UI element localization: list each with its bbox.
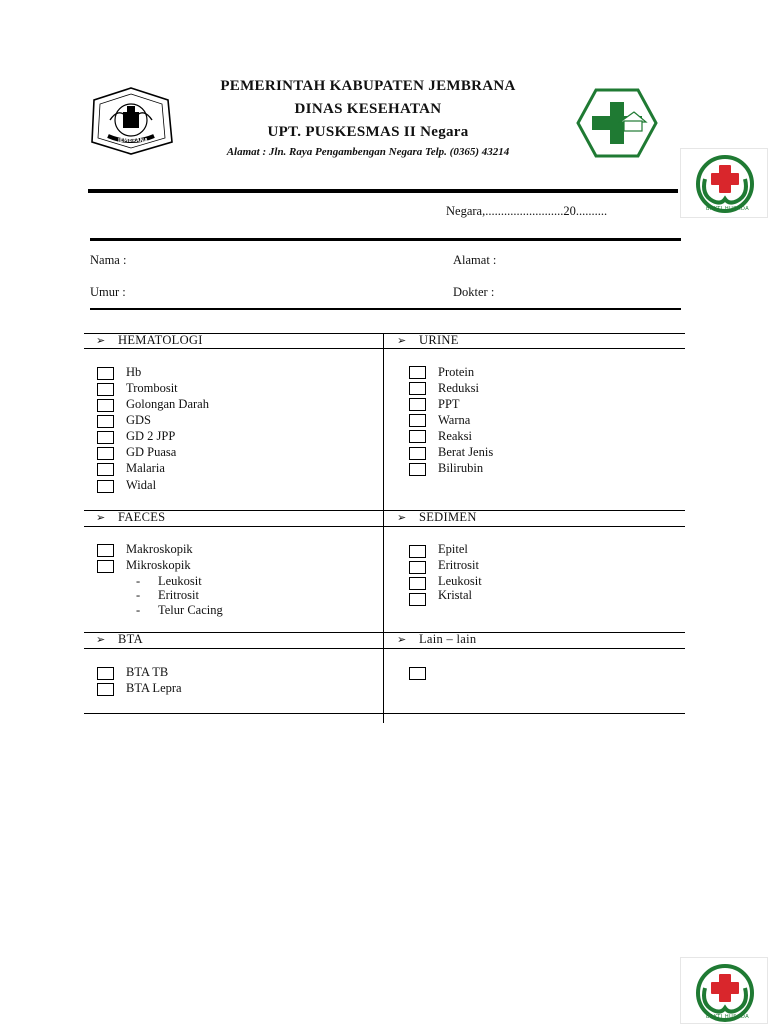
nama-field[interactable]: Nama : [90, 253, 127, 267]
section-title: BTA [118, 632, 143, 646]
item-eritrosit: Eritrosit [438, 558, 479, 572]
item-gd-puasa: GD Puasa [126, 445, 177, 459]
item-reaksi: Reaksi [438, 429, 473, 443]
checkbox-golongan-darah[interactable] [97, 399, 114, 412]
item-leukosit: Leukosit [438, 574, 482, 588]
arrow-icon: ➢ [96, 634, 106, 646]
bakti-husada-text-bottom: BAKTI HUSADA [706, 1014, 750, 1020]
item-gds: GDS [126, 413, 152, 427]
header-address-line: Alamat : Jln. Raya Pengambengan Negara Telp. (0365) 43214 [226, 146, 510, 158]
checkbox-makroskopik[interactable] [97, 544, 114, 557]
checkbox-widal[interactable] [97, 480, 114, 493]
checkbox-warna[interactable] [409, 414, 426, 427]
item-kristal: Kristal [438, 588, 473, 602]
section-title: FAECES [118, 510, 166, 524]
checkbox-trombosit[interactable] [97, 383, 114, 396]
table-line [84, 510, 685, 511]
sub-item-leukosit: - Leukosit [136, 574, 202, 588]
item-trombosit: Trombosit [126, 381, 178, 395]
checkbox-berat-jenis[interactable] [409, 447, 426, 460]
table-line [84, 632, 685, 633]
sub-item-label: Telur Cacing [158, 603, 223, 617]
checkbox-malaria[interactable] [97, 463, 114, 476]
checkbox-bta-tb[interactable] [97, 667, 114, 680]
item-berat-jenis: Berat Jenis [438, 445, 494, 459]
checkbox-bta-lepra[interactable] [97, 683, 114, 696]
arrow-icon: ➢ [397, 512, 407, 524]
item-malaria: Malaria [126, 461, 165, 475]
checkbox-mikroskopik[interactable] [97, 560, 114, 573]
table-line [84, 648, 685, 649]
bakti-husada-text: BAKTI HUSADA [706, 206, 750, 212]
header-department-line: DINAS KESEHATAN [294, 101, 442, 117]
checkbox-leukosit[interactable] [409, 577, 426, 590]
section-lain-lain [397, 632, 476, 647]
header-government-line: PEMERINTAH KABUPATEN JEMBRANA [220, 78, 516, 94]
arrow-icon: ➢ [397, 335, 407, 347]
sub-item-telur-cacing: - Telur Cacing [136, 603, 223, 617]
header-clinic-line: UPT. PUSKESMAS II Negara [267, 124, 469, 140]
item-bta-lepra: BTA Lepra [126, 681, 182, 695]
table-line [84, 348, 685, 349]
umur-field[interactable]: Umur : [90, 285, 126, 299]
checkbox-gd-2-jpp[interactable] [97, 431, 114, 444]
checkbox-gds[interactable] [97, 415, 114, 428]
checkbox-reduksi[interactable] [409, 382, 426, 395]
item-ppt: PPT [438, 397, 460, 411]
patient-bottom-divider [90, 308, 681, 310]
section-title: URINE [419, 333, 459, 347]
sub-item-eritrosit: - Eritrosit [136, 588, 199, 602]
checkbox-hb[interactable] [97, 367, 114, 380]
checkbox-protein[interactable] [409, 366, 426, 379]
item-warna: Warna [438, 413, 471, 427]
bakti-husada-logo [680, 148, 768, 218]
section-title: HEMATOLOGI [118, 333, 203, 347]
item-epitel: Epitel [438, 542, 468, 556]
checkbox-eritrosit[interactable] [409, 561, 426, 574]
item-widal: Widal [126, 478, 157, 492]
item-bta-tb: BTA TB [126, 665, 169, 679]
item-golongan-darah: Golongan Darah [126, 397, 209, 411]
item-reduksi: Reduksi [438, 381, 479, 395]
checkbox-lain-lain[interactable] [409, 667, 426, 680]
checkbox-ppt[interactable] [409, 398, 426, 411]
bakti-husada-logo-bottom [680, 957, 768, 1024]
item-bilirubin: Bilirubin [438, 461, 484, 475]
puskesmas-logo [576, 88, 658, 158]
arrow-icon: ➢ [96, 335, 106, 347]
table-column-divider [383, 333, 384, 723]
section-hematologi [96, 333, 203, 348]
item-mikroskopik: Mikroskopik [126, 558, 191, 572]
section-title: SEDIMEN [419, 510, 477, 524]
table-line [84, 526, 685, 527]
alamat-field[interactable]: Alamat : [453, 253, 497, 267]
header-divider [88, 189, 678, 193]
emblem-ribbon-text: JEMBRANA [118, 138, 148, 144]
place-date-field[interactable]: Negara,.........................20.......... [446, 204, 608, 218]
table-line [84, 713, 685, 714]
section-title: Lain – lain [419, 632, 477, 646]
checkbox-bilirubin[interactable] [409, 463, 426, 476]
checkbox-reaksi[interactable] [409, 430, 426, 443]
item-protein: Protein [438, 365, 475, 379]
item-hb: Hb [126, 365, 142, 379]
checkbox-kristal[interactable] [409, 593, 426, 606]
arrow-icon: ➢ [397, 634, 407, 646]
section-urine [397, 333, 459, 348]
section-faeces [96, 510, 165, 525]
checkbox-gd-puasa[interactable] [97, 447, 114, 460]
sub-item-label: Leukosit [158, 574, 202, 588]
checkbox-epitel[interactable] [409, 545, 426, 558]
patient-top-divider [90, 238, 681, 241]
section-sedimen [397, 510, 477, 525]
dokter-field[interactable]: Dokter : [453, 285, 495, 299]
arrow-icon: ➢ [96, 512, 106, 524]
sub-item-label: Eritrosit [158, 588, 199, 602]
item-gd-2-jpp: GD 2 JPP [126, 429, 176, 443]
jembrana-emblem-logo [88, 86, 174, 156]
item-makroskopik: Makroskopik [126, 542, 193, 556]
section-bta [96, 632, 143, 647]
